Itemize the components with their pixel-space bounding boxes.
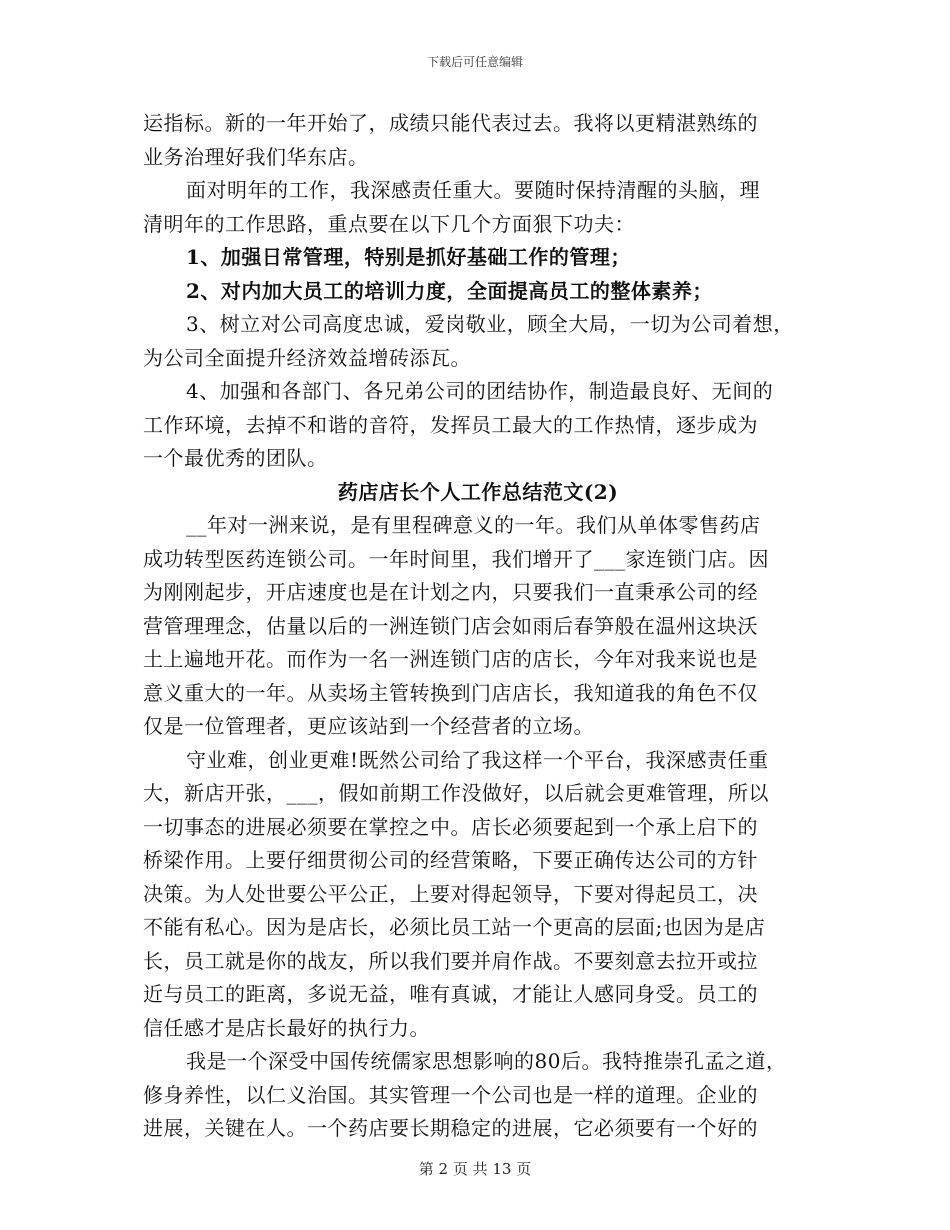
text-line: 工作环境，去掉不和谐的音符，发挥员工最大的工作热情，逐步成为 — [143, 412, 758, 437]
text-line: 为刚刚起步，开店速度也是在计划之内，只要我们一直秉承公司的经 — [143, 580, 758, 604]
text-line: 清明年的工作思路，重点要在以下几个方面狠下功夫： — [143, 211, 635, 236]
text-line: 我是一个深受中国传统儒家思想影响的80后。我特推崇孔孟之道， — [186, 1049, 787, 1073]
text-line: 大，新店开张，___，假如前期工作没做好，以后就会更难管理，所以 — [143, 781, 769, 805]
text-line: 桥梁作用。上要仔细贯彻公司的经营策略，下要正确传达公司的方针 — [143, 848, 758, 872]
document-body — [143, 107, 803, 1146]
text-line: 长，员工就是你的战友，所以我们要并肩作战。不要刻意去拉开或拉 — [143, 948, 758, 973]
text-line: 不能有私心。因为是店长，必须比员工站一个更高的层面;也因为是店 — [143, 915, 766, 939]
text-line: 运指标。新的一年开始了，成绩只能代表过去。我将以更精湛熟练的 — [143, 111, 758, 135]
text-line: 决策。为人处世要公平公正，上要对得起领导，下要对得起员工，决 — [143, 881, 758, 906]
text-line: 成功转型医药连锁公司。一年时间里，我们增开了___家连锁门店。因 — [143, 546, 769, 571]
text-line: 4、加强和各部门、各兄弟公司的团结协作，制造最良好、无间的 — [186, 379, 774, 403]
page-header-note: 下载后可任意编辑 — [426, 55, 523, 69]
section-title: 药店店长个人工作总结范文(2) — [337, 479, 619, 504]
text-line: 2、对内加大员工的培训力度，全面提高员工的整体素养； — [186, 278, 713, 303]
text-line: 营管理理念，估量以后的一洲连锁门店会如雨后春笋般在温州这块沃 — [143, 613, 758, 638]
text-line: 守业难，创业更难!既然公司给了我这样一个平台，我深感责任重 — [186, 747, 769, 772]
text-line: 一切事态的进展必须要在掌控之中。店长必须要起到一个承上启下的 — [143, 814, 758, 839]
text-line: 近与员工的距离，多说无益，唯有真诚，才能让人感同身受。员工的 — [143, 982, 758, 1006]
text-line: 业务治理好我们华东店。 — [143, 144, 369, 169]
text-line: 修身养性，以仁义治国。其实管理一个公司也是一样的道理。企业的 — [143, 1082, 758, 1107]
text-line: __年对一洲来说，是有里程碑意义的一年。我们从单体零售药店 — [186, 513, 761, 537]
text-line: 为公司全面提升经济效益增砖添瓦。 — [143, 345, 471, 370]
page-footer-number: 第 2 页 共 13 页 — [418, 1160, 532, 1178]
text-line: 1、加强日常管理，特别是抓好基础工作的管理； — [186, 245, 631, 269]
text-line: 一个最优秀的团队。 — [143, 446, 328, 470]
text-line: 意义重大的一年。从卖场主管转换到门店店长，我知道我的角色不仅 — [143, 680, 758, 705]
text-line: 进展，关键在人。一个药店要长期稳定的进展，它必须要有一个好的 — [143, 1116, 758, 1140]
text-line: 信任感才是店长最好的执行力。 — [143, 1015, 430, 1040]
text-line: 仅是一位管理者，更应该站到一个经营者的立场。 — [143, 714, 594, 738]
text-line: 3、树立对公司高度忠诚，爱岗敬业，顾全大局，一切为公司着想， — [186, 312, 794, 336]
text-line: 土上遍地开花。而作为一名一洲连锁门店的店长，今年对我来说也是 — [143, 647, 758, 671]
text-line: 面对明年的工作，我深感责任重大。要随时保持清醒的头脑，理 — [186, 178, 760, 202]
